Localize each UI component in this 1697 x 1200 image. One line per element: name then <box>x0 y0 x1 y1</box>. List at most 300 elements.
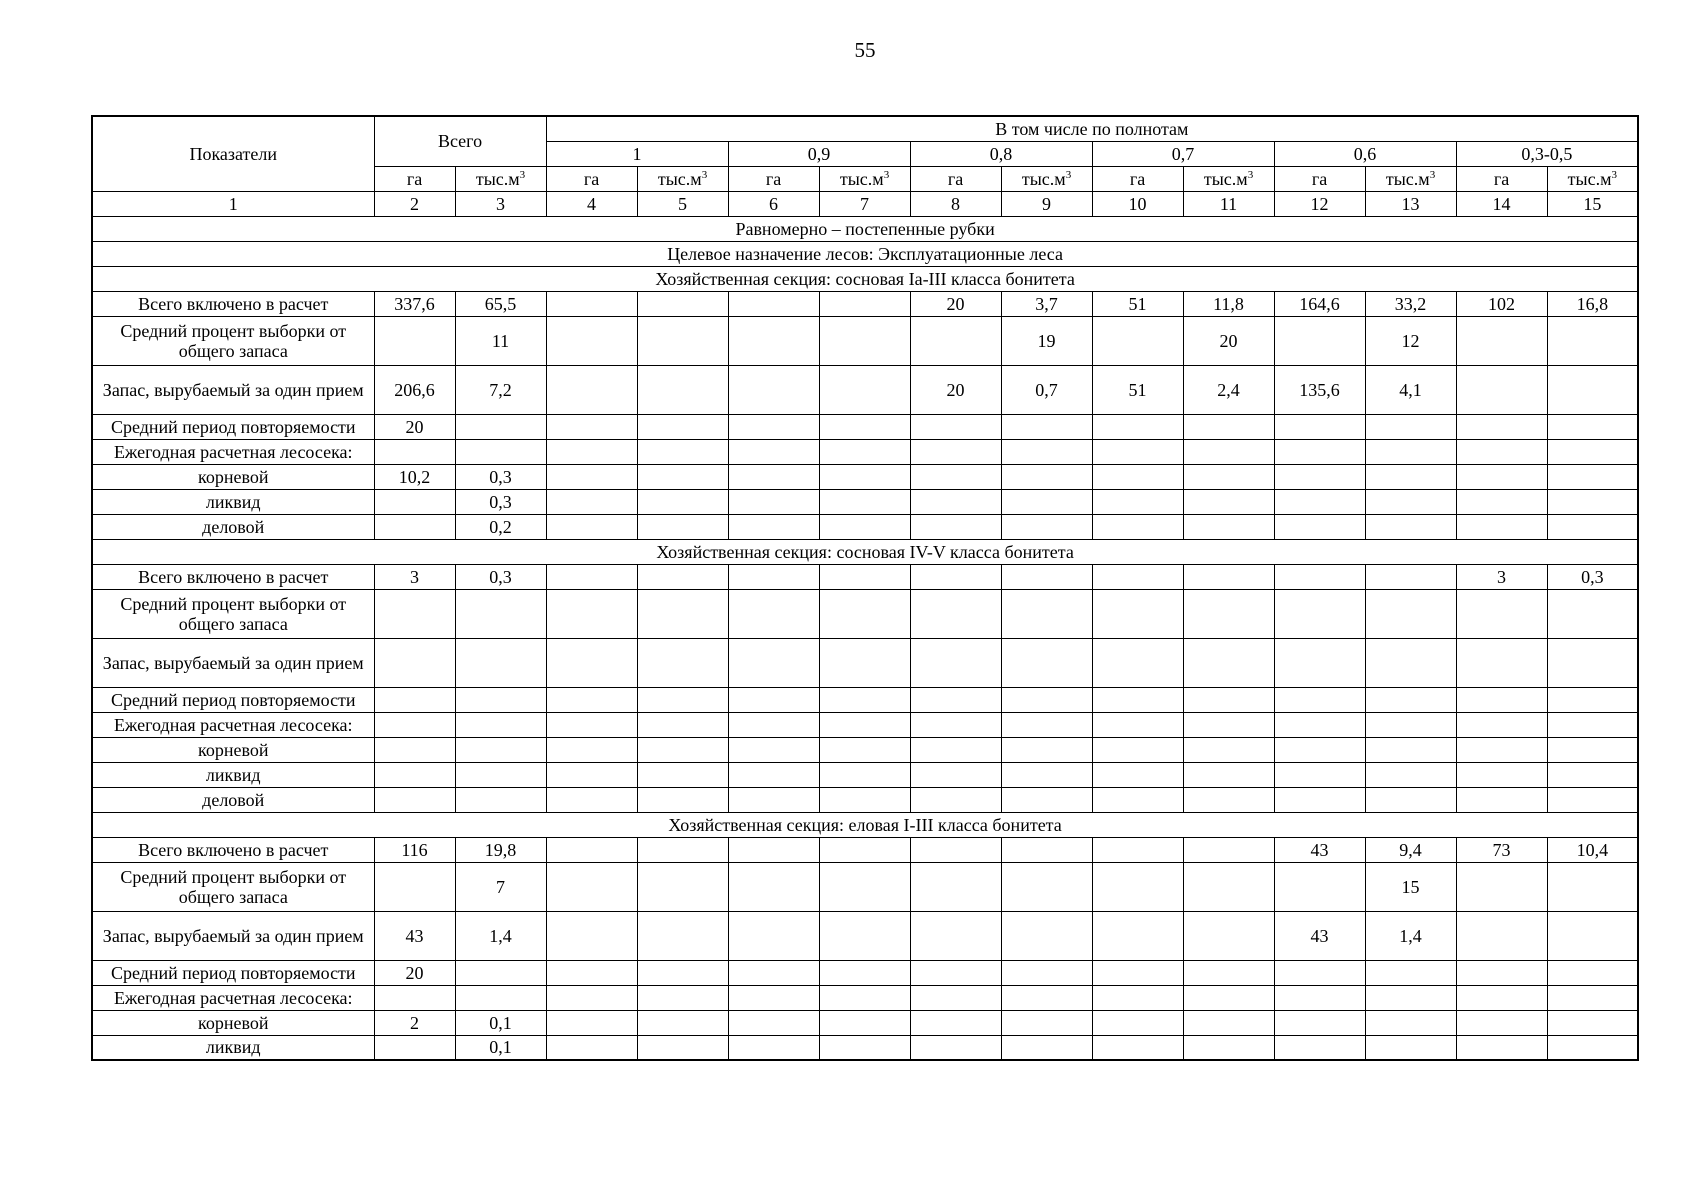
section-row <box>92 539 1638 564</box>
unit-ha: га <box>910 166 1001 191</box>
table-cell <box>728 737 819 762</box>
table-cell <box>1274 862 1365 911</box>
table-cell <box>546 862 637 911</box>
table-cell <box>910 1010 1001 1035</box>
table-cell <box>1547 862 1638 911</box>
table-cell <box>637 489 728 514</box>
table-cell <box>1456 638 1547 687</box>
table-cell: 20 <box>910 365 1001 414</box>
table-cell <box>728 985 819 1010</box>
table-cell <box>637 911 728 960</box>
row-label: корневой <box>92 1010 374 1035</box>
table-cell <box>728 862 819 911</box>
table-cell <box>1456 414 1547 439</box>
table-cell <box>546 291 637 316</box>
table-cell <box>728 439 819 464</box>
table-cell <box>819 489 910 514</box>
table-cell <box>1365 514 1456 539</box>
table-cell <box>1365 712 1456 737</box>
table-cell <box>1183 787 1274 812</box>
table-cell <box>1365 1035 1456 1060</box>
table-cell <box>728 762 819 787</box>
table-cell <box>1274 464 1365 489</box>
table-cell <box>1365 589 1456 638</box>
row-label: корневой <box>92 737 374 762</box>
table-cell: 51 <box>1092 365 1183 414</box>
table-cell <box>910 414 1001 439</box>
table-cell <box>819 911 910 960</box>
table-cell <box>819 414 910 439</box>
table-cell <box>910 638 1001 687</box>
row-label: ликвид <box>92 489 374 514</box>
table-cell <box>1365 787 1456 812</box>
unit-ha: га <box>728 166 819 191</box>
table-cell <box>819 638 910 687</box>
row-label: Всего включено в расчет <box>92 291 374 316</box>
column-number: 9 <box>1001 191 1092 216</box>
table-cell: 4,1 <box>1365 365 1456 414</box>
table-cell <box>910 911 1001 960</box>
table-cell: 20 <box>910 291 1001 316</box>
table-cell <box>1365 638 1456 687</box>
table-cell <box>910 985 1001 1010</box>
table-cell <box>1001 737 1092 762</box>
table-cell <box>1456 960 1547 985</box>
table-cell <box>728 1035 819 1060</box>
table-cell <box>1183 1035 1274 1060</box>
table-cell <box>1092 911 1183 960</box>
table-cell <box>546 439 637 464</box>
table-cell <box>1092 414 1183 439</box>
table-row <box>92 837 1638 862</box>
table-cell: 2 <box>374 1010 455 1035</box>
table-cell <box>1001 464 1092 489</box>
table-row <box>92 365 1638 414</box>
table-cell <box>910 1035 1001 1060</box>
column-number: 12 <box>1274 191 1365 216</box>
table-cell <box>910 687 1001 712</box>
table-cell <box>1092 316 1183 365</box>
unit-volume <box>637 166 728 191</box>
table-cell <box>637 316 728 365</box>
unit-ha: га <box>1092 166 1183 191</box>
table-cell: 12 <box>1365 316 1456 365</box>
table-row <box>92 514 1638 539</box>
table-cell <box>819 365 910 414</box>
table-cell <box>546 414 637 439</box>
table-cell <box>910 439 1001 464</box>
table-cell <box>728 414 819 439</box>
table-cell <box>637 787 728 812</box>
table-cell <box>546 489 637 514</box>
column-number: 10 <box>1092 191 1183 216</box>
table-cell <box>546 1010 637 1035</box>
table-row <box>92 737 1638 762</box>
table-cell <box>910 514 1001 539</box>
table-cell <box>728 712 819 737</box>
table-cell <box>1547 1010 1638 1035</box>
table-cell: 1,4 <box>1365 911 1456 960</box>
table-cell: 0,3 <box>455 564 546 589</box>
table-cell <box>1001 414 1092 439</box>
table-cell <box>374 589 455 638</box>
table-row <box>92 439 1638 464</box>
table-row <box>92 911 1638 960</box>
table-cell <box>546 464 637 489</box>
table-cell <box>1456 1035 1547 1060</box>
table-cell: 0,3 <box>455 464 546 489</box>
row-label: Ежегодная расчетная лесосека: <box>92 712 374 737</box>
row-label: Средний процент выборки от общего запаса <box>92 862 374 911</box>
table-cell <box>1547 985 1638 1010</box>
table-row <box>92 414 1638 439</box>
table-cell <box>455 589 546 638</box>
table-cell <box>910 960 1001 985</box>
column-number: 13 <box>1365 191 1456 216</box>
unit-volume-text: тыс.м <box>1567 168 1612 189</box>
table-cell <box>819 439 910 464</box>
row-label: ликвид <box>92 762 374 787</box>
table-cell <box>910 862 1001 911</box>
table-cell <box>1001 712 1092 737</box>
table-cell <box>728 837 819 862</box>
table-cell <box>637 1035 728 1060</box>
table-cell <box>1365 687 1456 712</box>
table-cell <box>819 712 910 737</box>
table-cell: 20 <box>374 414 455 439</box>
table-cell <box>1001 687 1092 712</box>
table-cell: 20 <box>1183 316 1274 365</box>
table-cell <box>1365 414 1456 439</box>
table-cell <box>1001 439 1092 464</box>
table-cell <box>1547 464 1638 489</box>
section-row <box>92 266 1638 291</box>
table-cell <box>374 316 455 365</box>
column-number: 4 <box>546 191 637 216</box>
table-cell <box>1092 1010 1183 1035</box>
unit-volume <box>1001 166 1092 191</box>
unit-ha: га <box>374 166 455 191</box>
table-cell <box>637 687 728 712</box>
header-density: 0,6 <box>1274 141 1456 166</box>
table-cell <box>1001 862 1092 911</box>
table-cell <box>1183 564 1274 589</box>
table-cell <box>1274 737 1365 762</box>
table-cell <box>1365 489 1456 514</box>
table-cell <box>819 564 910 589</box>
table-cell <box>1274 414 1365 439</box>
table-cell: 3 <box>1456 564 1547 589</box>
table-cell: 43 <box>374 911 455 960</box>
table-cell <box>455 960 546 985</box>
table-cell <box>455 687 546 712</box>
table-cell <box>728 787 819 812</box>
table-cell: 0,3 <box>455 489 546 514</box>
table-cell <box>1547 638 1638 687</box>
table-cell <box>1274 1035 1365 1060</box>
table-cell <box>455 712 546 737</box>
section-title: Хозяйственная секция: сосновая Iа-III класса бонитета <box>92 266 1638 291</box>
column-number: 3 <box>455 191 546 216</box>
table-cell <box>455 985 546 1010</box>
table-cell <box>1456 787 1547 812</box>
table-cell <box>1274 439 1365 464</box>
unit-volume-text: тыс.м <box>475 168 520 189</box>
table-cell: 43 <box>1274 837 1365 862</box>
table-cell <box>546 787 637 812</box>
table-cell <box>1456 1010 1547 1035</box>
table-cell <box>1274 514 1365 539</box>
table-cell: 19 <box>1001 316 1092 365</box>
table-cell <box>910 464 1001 489</box>
table-cell <box>1365 762 1456 787</box>
table-cell <box>819 514 910 539</box>
table-cell <box>819 1035 910 1060</box>
table-cell <box>1001 564 1092 589</box>
table-cell <box>728 638 819 687</box>
table-cell <box>728 464 819 489</box>
unit-volume <box>455 166 546 191</box>
table-cell: 1,4 <box>455 911 546 960</box>
table-cell <box>1547 737 1638 762</box>
table-cell <box>728 589 819 638</box>
table-row <box>92 712 1638 737</box>
table-cell <box>1365 439 1456 464</box>
unit-volume-text: тыс.м <box>1021 168 1066 189</box>
table-cell <box>819 291 910 316</box>
table-cell <box>1274 960 1365 985</box>
table-cell <box>637 589 728 638</box>
table-cell <box>546 687 637 712</box>
table-cell: 16,8 <box>1547 291 1638 316</box>
table-cell <box>1183 737 1274 762</box>
table-cell: 135,6 <box>1274 365 1365 414</box>
table-cell <box>637 737 728 762</box>
table-cell <box>1183 638 1274 687</box>
table-cell <box>1456 489 1547 514</box>
table-cell <box>819 1010 910 1035</box>
table-cell <box>1183 464 1274 489</box>
table-cell <box>1092 464 1183 489</box>
column-number: 6 <box>728 191 819 216</box>
section-row <box>92 241 1638 266</box>
table-cell <box>1183 960 1274 985</box>
table-row <box>92 638 1638 687</box>
table-cell <box>455 787 546 812</box>
table-cell <box>1456 514 1547 539</box>
table-cell <box>1001 589 1092 638</box>
table-cell: 0,7 <box>1001 365 1092 414</box>
table-cell <box>1092 712 1183 737</box>
table-cell <box>1547 960 1638 985</box>
table-cell <box>1456 316 1547 365</box>
table-row <box>92 1010 1638 1035</box>
table-cell <box>1547 489 1638 514</box>
section-row <box>92 812 1638 837</box>
table-cell <box>1183 489 1274 514</box>
table-cell <box>1001 837 1092 862</box>
unit-volume <box>1547 166 1638 191</box>
table-cell: 65,5 <box>455 291 546 316</box>
table-cell: 206,6 <box>374 365 455 414</box>
table-cell <box>1547 787 1638 812</box>
table-cell <box>1092 638 1183 687</box>
table-cell <box>1456 464 1547 489</box>
table-cell <box>374 638 455 687</box>
table-cell <box>1456 365 1547 414</box>
table-cell <box>374 712 455 737</box>
row-label: Ежегодная расчетная лесосека: <box>92 985 374 1010</box>
table-cell <box>1274 1010 1365 1035</box>
table-cell <box>1547 687 1638 712</box>
table-cell: 0,3 <box>1547 564 1638 589</box>
table-cell <box>374 1035 455 1060</box>
table-cell <box>1456 712 1547 737</box>
table-cell <box>374 514 455 539</box>
table-cell <box>1092 985 1183 1010</box>
table-cell <box>1365 985 1456 1010</box>
unit-volume-exponent: 3 <box>1247 168 1254 181</box>
table-cell <box>1001 762 1092 787</box>
table-cell <box>1092 787 1183 812</box>
table-row <box>92 316 1638 365</box>
table-cell: 51 <box>1092 291 1183 316</box>
header-density: 0,3-0,5 <box>1456 141 1638 166</box>
table-cell: 15 <box>1365 862 1456 911</box>
row-label: Средний процент выборки от общего запаса <box>92 589 374 638</box>
row-label: деловой <box>92 787 374 812</box>
table-cell <box>1001 1035 1092 1060</box>
table-cell <box>1456 439 1547 464</box>
column-number: 2 <box>374 191 455 216</box>
table-cell <box>374 489 455 514</box>
table-cell: 20 <box>374 960 455 985</box>
table-cell <box>728 960 819 985</box>
table-cell <box>374 985 455 1010</box>
table-cell <box>910 787 1001 812</box>
table-cell <box>910 489 1001 514</box>
table-cell <box>1001 489 1092 514</box>
table-cell <box>910 837 1001 862</box>
table-cell <box>1183 712 1274 737</box>
table-cell: 3,7 <box>1001 291 1092 316</box>
table-row <box>92 787 1638 812</box>
table-cell <box>1183 414 1274 439</box>
table-row <box>92 862 1638 911</box>
table-cell <box>546 316 637 365</box>
table-cell <box>1001 985 1092 1010</box>
table-cell <box>1274 712 1365 737</box>
table-cell: 102 <box>1456 291 1547 316</box>
table-cell <box>1001 911 1092 960</box>
column-numbers-row <box>92 191 1638 216</box>
table-cell <box>1456 589 1547 638</box>
table-cell: 7 <box>455 862 546 911</box>
column-number: 7 <box>819 191 910 216</box>
table-row <box>92 985 1638 1010</box>
table-body <box>92 216 1638 1060</box>
table-cell <box>546 712 637 737</box>
table-cell <box>910 316 1001 365</box>
table-cell: 0,1 <box>455 1035 546 1060</box>
table-cell <box>1274 687 1365 712</box>
table-cell <box>1274 489 1365 514</box>
table-cell <box>546 365 637 414</box>
table-cell: 2,4 <box>1183 365 1274 414</box>
table-cell: 337,6 <box>374 291 455 316</box>
table-cell <box>455 414 546 439</box>
table-cell <box>1183 862 1274 911</box>
table-cell <box>728 514 819 539</box>
table-cell: 73 <box>1456 837 1547 862</box>
table-cell <box>1001 514 1092 539</box>
section-title: Хозяйственная секция: еловая I-III класса бонитета <box>92 812 1638 837</box>
table-cell <box>1092 837 1183 862</box>
row-label: Средний период повторяемости <box>92 414 374 439</box>
table-cell <box>637 439 728 464</box>
table-cell <box>1547 514 1638 539</box>
table-cell <box>1456 762 1547 787</box>
table-cell <box>637 464 728 489</box>
header-density: 0,7 <box>1092 141 1274 166</box>
table-cell <box>1092 489 1183 514</box>
table-cell <box>1365 960 1456 985</box>
table-cell <box>374 787 455 812</box>
table-cell <box>374 862 455 911</box>
table-cell <box>1092 564 1183 589</box>
table-cell: 19,8 <box>455 837 546 862</box>
table-cell <box>1001 960 1092 985</box>
table-cell <box>728 1010 819 1035</box>
table-cell <box>910 737 1001 762</box>
table-cell <box>728 291 819 316</box>
section-title: Целевое назначение лесов: Эксплуатационные леса <box>92 241 1638 266</box>
table-cell <box>1365 564 1456 589</box>
unit-ha: га <box>546 166 637 191</box>
table-cell <box>728 365 819 414</box>
table-cell <box>1001 1010 1092 1035</box>
row-label: Средний процент выборки от общего запаса <box>92 316 374 365</box>
table-cell: 3 <box>374 564 455 589</box>
column-number: 14 <box>1456 191 1547 216</box>
table-cell <box>637 291 728 316</box>
table-cell <box>1274 985 1365 1010</box>
table-cell <box>637 712 728 737</box>
table-row <box>92 489 1638 514</box>
table-cell <box>1456 862 1547 911</box>
table-cell <box>819 862 910 911</box>
table-cell: 10,4 <box>1547 837 1638 862</box>
table-cell <box>637 837 728 862</box>
table-row <box>92 960 1638 985</box>
table-cell <box>455 638 546 687</box>
row-label: Ежегодная расчетная лесосека: <box>92 439 374 464</box>
unit-volume-exponent: 3 <box>883 168 890 181</box>
table-cell: 164,6 <box>1274 291 1365 316</box>
unit-volume-exponent: 3 <box>519 168 526 181</box>
table-cell <box>819 316 910 365</box>
table-cell <box>1183 837 1274 862</box>
row-label: Всего включено в расчет <box>92 837 374 862</box>
table-cell <box>546 837 637 862</box>
table-cell <box>1183 439 1274 464</box>
table-row <box>92 589 1638 638</box>
table-cell <box>1092 762 1183 787</box>
unit-volume <box>1365 166 1456 191</box>
table-cell <box>819 787 910 812</box>
table-cell <box>728 687 819 712</box>
table-cell <box>1365 464 1456 489</box>
